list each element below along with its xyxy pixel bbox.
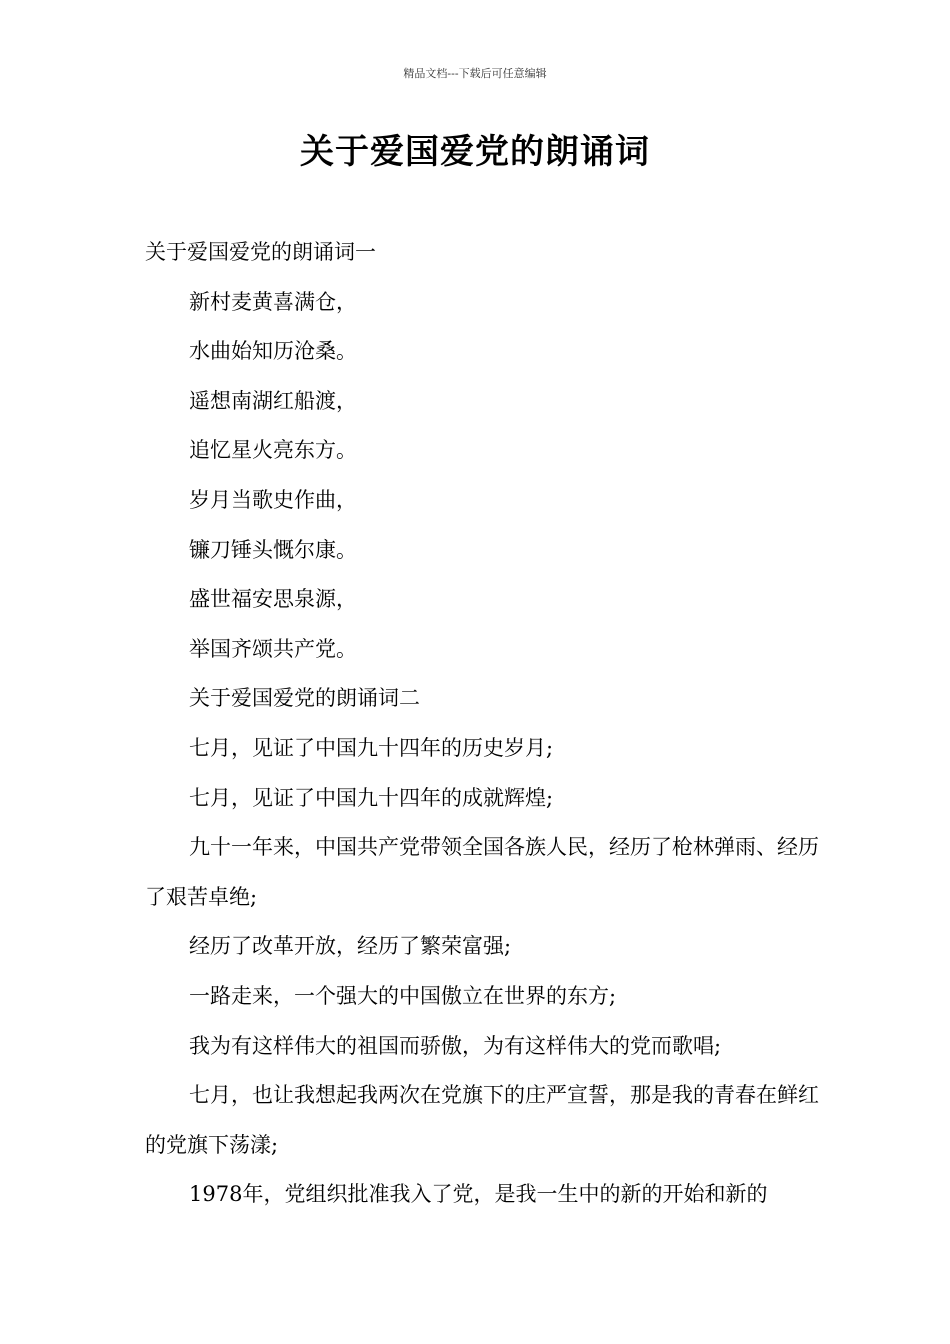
document-body [145, 228, 825, 1220]
paragraph: 追忆星火亮东方。 [189, 438, 357, 463]
section-heading: 关于爱国爱党的朗诵词二 [189, 686, 420, 711]
paragraph: 盛世福安思泉源， [189, 587, 357, 612]
paragraph: 七月，也让我想起我两次在党旗下的庄严宣誓，那是我的青春在鲜红的党旗下荡漾; [145, 1083, 819, 1157]
paragraph: 岁月当歌史作曲， [189, 487, 357, 512]
paragraph: 水曲始知历沧桑。 [189, 339, 357, 364]
paragraph: 经历了改革开放，经历了繁荣富强; [189, 934, 512, 959]
paragraph: 镰刀锤头慨尔康。 [189, 537, 357, 562]
header-note: 精品文档---下载后可任意编辑 [403, 67, 547, 80]
document-title: 关于爱国爱党的朗诵词 [300, 132, 650, 172]
paragraph: 遥想南湖红船渡， [189, 388, 357, 413]
paragraph: 1978年，党组织批准我入了党，是我一生中的新的开始和新的 [189, 1182, 768, 1207]
paragraph: 举国齐颂共产党。 [189, 636, 357, 661]
paragraph: 九十一年来，中国共产党带领全国各族人民，经历了枪林弹雨、经历了艰苦卓绝; [145, 835, 819, 909]
paragraph: 新村麦黄喜满仓， [189, 289, 357, 314]
paragraph: 我为有这样伟大的祖国而骄傲，为有这样伟大的党而歌唱; [189, 1033, 722, 1058]
paragraph: 一路走来，一个强大的中国傲立在世界的东方; [189, 983, 617, 1008]
paragraph: 七月，见证了中国九十四年的历史岁月; [189, 735, 554, 760]
paragraph: 关于爱国爱党的朗诵词一 [145, 240, 376, 264]
paragraph: 七月，见证了中国九十四年的成就辉煌; [189, 785, 554, 810]
